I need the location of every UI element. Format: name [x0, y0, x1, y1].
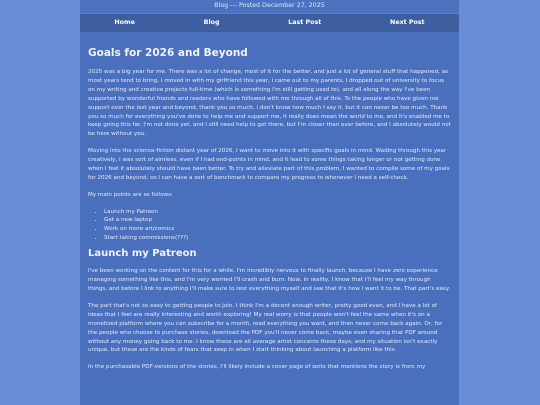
paragraph-patreon-2: The part that's not so easy to getting people to join. I think I'm a decent enough writer, pretty good even, and I have a lot of ideas that I feel are really interesting and worth exploring! My real worry is that people won't feel the same when it's on a monetized platform where you can subscribe for a month, read everything you want, and then never come back again. Or, for the people who choose to purchase stories, download the PDF you'll never come back, maybe even sharing that PDF around without any money going back to me. I know these are all average artist concerns these days, and my situation isn't exactly unique, but these are the kinds of fears that seep in when I start thinking about launching a platform like this. — [88, 302, 443, 354]
post-byline: Blog --- Posted December 27, 2025 — [80, 0, 459, 13]
paragraph-patreon-3: In the purchasable PDF-versions of the stories, I'll likely include a cover page of sorts that mentions the story is from my — [88, 364, 426, 371]
paragraph-goals-context: Moving into the science-fiction distant year of 2026, I want to move into it with specific goals in mind. Wading through this year creatively, I was sort of aimless, even if I had end-points in mind, and it lead to some things taking longer or not getting done when I feel it absolutely should have been better. To try and alleviate part of this problem, I wanted to compile some of my goals for 2026 and beyond, so I can have a sort of benchmark to compare my progress to whenever I need a self-check. — [88, 148, 450, 181]
paragraph-patreon-1: I've been working on the content for this for a while. I'm incredibly nervous to finally launch, because I have zero experience managing something like this, and I'm very worried I'll crash and burn. Now, in reality, I know that I'll feel my way through things, and before I link to anything I'll make sure to test everything myself and see that it's how I want it to be. That part's easy. — [88, 268, 451, 292]
nav-last-post-link[interactable]: Last Post — [288, 19, 322, 26]
list-item: • Work on more art/comics — [104, 225, 451, 234]
article-title: Goals for 2026 and Beyond — [88, 47, 248, 59]
nav-bar — [80, 13, 459, 32]
list-item: • Launch my Patreon — [104, 208, 451, 217]
article — [80, 32, 459, 372]
goals-list — [88, 208, 451, 242]
list-item: • Start taking commissions(???) — [104, 234, 451, 243]
nav-next-post-link[interactable]: Next Post — [390, 19, 425, 26]
paragraph-main-points: My main points are as follows: — [88, 191, 173, 198]
section-title-patreon: Launch my Patreon — [88, 248, 197, 260]
nav-blog-link[interactable]: Blog — [203, 19, 220, 26]
nav-home-link[interactable]: Home — [114, 19, 135, 26]
paragraph-intro: 2025 was a big year for me. There was a lot of change, most of it for the better, and just a lot of general stuff that happened, as most years tend to bring. I moved in with my girlfriend this year, I came out to my parents, I dropped out of university to focus on my writing and creative projects full-time (which is something I'm still getting used to), and all along the way I've been supported by wonderful friends and readers who have followed with me through all of this. To the people who have given me support over the last year and beyond, thank you so much. I don't know how much I say it, but it can never be too much. Thank you so much for everything you've done to help me and support me, it really does mean the world to me, and it's enabled me to keep going this far. I'm not done yet, and I still need help to get there, but I'm closer than ever before, and I absolutely would not be here without you. — [88, 69, 451, 138]
page-container — [80, 0, 459, 405]
list-item: • Get a new laptop — [104, 216, 451, 225]
